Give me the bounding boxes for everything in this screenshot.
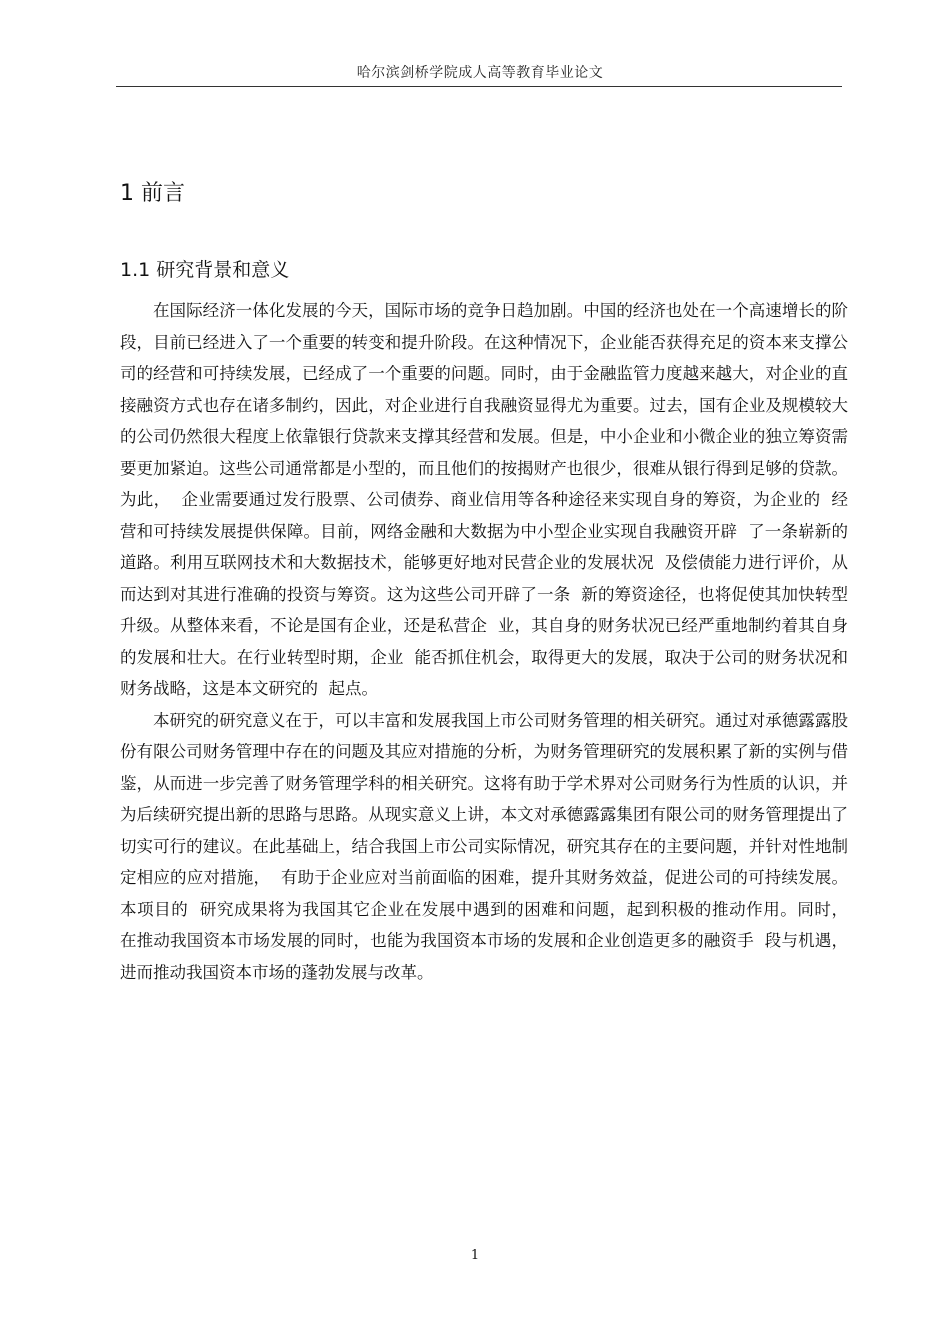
- paragraph-background: 在国际经济一体化发展的今天，国际市场的竞争日趋加剧。中国的经济也处在一个高速增长的阶段，目前已经进入了一个重要的转变和提升阶段。在这种情况下，企业能否获得充足的资本来支撑公司的经营和可持续发展，已经成了一个重要的问题。同时，由于金融监管力度越来越大，对企业的直接融资方式也存在诸多制约，因此，对企业进行自我融资显得尤为重要。过去，国有企业及规模较大的公司仍然很大程度上依靠银行贷款来支撑其经营和发展。但是，中小企业和小微企业的独立筹资需要更加紧迫。这些公司通常都是小型的，而且他们的按揭财产也很少，很难从银行得到足够的贷款。为此， 企业需要通过发行股票、公司债券、商业信用等各种途径来实现自身的筹资，为企业的 经营和可持续发展提供保障。目前，网络金融和大数据为中小型企业实现自我融资开辟 了一条崭新的道路。利用互联网技术和大数据技术，能够更好地对民营企业的发展状况 及偿债能力进行评价，从而达到对其进行准确的投资与筹资。这为这些公司开辟了一条 新的筹资途径，也将促使其加快转型升级。从整体来看，不论是国有企业，还是私营企 业，其自身的财务状况已经严重地制约着其自身的发展和壮大。在行业转型时期，企业 能否抓住机会，取得更大的发展，取决于公司的财务状况和财务战略，这是本文研究的 起点。: [120, 301, 848, 698]
- running-header: 哈尔滨剑桥学院成人高等教育毕业论文: [356, 65, 604, 81]
- section-title: 1.1 研究背景和意义: [120, 259, 290, 281]
- body-text: [120, 295, 859, 988]
- chapter-title: 1 前言: [120, 181, 185, 206]
- paragraph-significance: 本研究的研究意义在于，可以丰富和发展我国上市公司财务管理的相关研究。通过对承德露露股份有限公司财务管理中存在的问题及其应对措施的分析，为财务管理研究的发展积累了新的实例与借鉴，从而进一步完善了财务管理学科的相关研究。这将有助于学术界对公司财务行为性质的认识，并为后续研究提出新的思路与思路。从现实意义上讲，本文对承德露露集团有限公司的财务管理提出了切实可行的建议。在此基础上，结合我国上市公司实际情况，研究其存在的主要问题，并针对性地制定相应的应对措施， 有助于企业应对当前面临的困难，提升其财务效益，促进公司的可持续发展。本项目的 研究成果将为我国其它企业在发展中遇到的困难和问题，起到积极的推动作用。同时， 在推动我国资本市场发展的同时，也能为我国资本市场的发展和企业创造更多的融资手 段与机遇，进而推动我国资本市场的蓬勃发展与改革。: [120, 710, 859, 982]
- page-number: 1: [470, 1248, 480, 1263]
- header-divider: [116, 86, 842, 87]
